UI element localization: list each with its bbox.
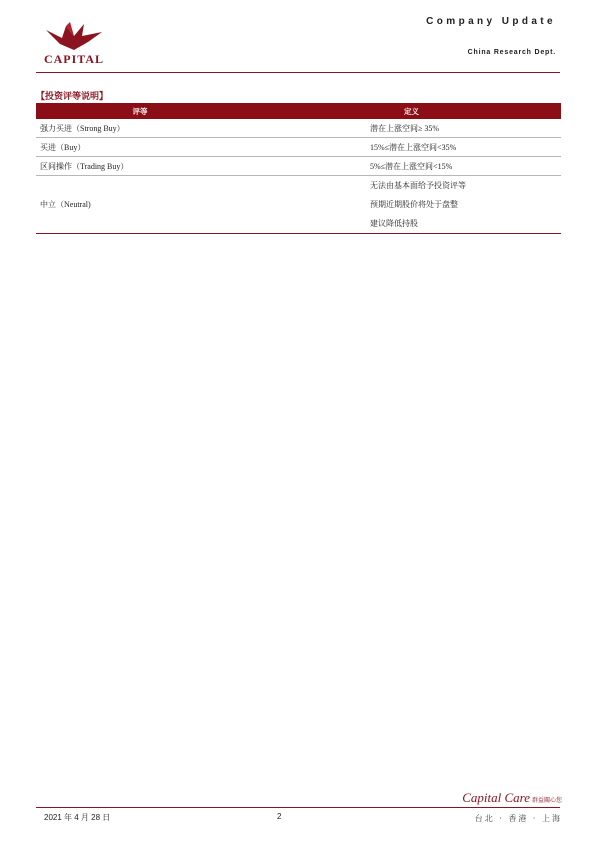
header-divider [36,72,560,73]
table-row [36,157,561,176]
logo-text: CAPITAL [43,52,105,66]
definition-line: 建议降低持股 [370,219,418,228]
definition-line: 无法由基本面给予投资评等 [370,181,466,190]
brand-cn: 群益關心您 [531,797,562,804]
page-number: 2 [277,812,282,821]
rating-cell: 中立（Neutral) [36,176,364,234]
eagle-logo-icon [44,22,104,52]
definition-line: 预期近期股价将处于盘整 [370,200,458,209]
rating-cell: 区间操作（Trading Buy） [36,157,364,176]
rating-cell: 强力买进（Strong Buy） [36,119,364,138]
table-row [36,119,561,138]
table-row [36,176,561,234]
header-rating: 评等 [132,106,148,116]
footer-divider [36,807,560,808]
definition-cell: 潜在上涨空间≥ 35% [364,119,561,138]
brand-name: Capital Care [462,790,530,805]
report-type-title: Company Update [426,16,556,27]
table-row [36,138,561,157]
header-definition: 定义 [404,106,419,116]
department-subtitle: China Research Dept. [467,49,556,56]
report-date: 2021 年 4 月 28 日 [44,813,111,822]
definition-cell: 5%≤潜在上涨空间<15% [364,157,561,176]
brand-signature [462,790,562,806]
capital-logo [36,22,112,66]
definition-cell: 15%≤潜在上涨空间<35% [364,138,561,157]
rating-definition-table [36,103,561,234]
office-cities: 台北 · 香港 · 上海 [474,814,562,823]
definition-cell [364,176,561,234]
section-title: 【投资评等说明】 [36,92,109,102]
table-header-row [36,103,561,119]
rating-cell: 买进（Buy） [36,138,364,157]
